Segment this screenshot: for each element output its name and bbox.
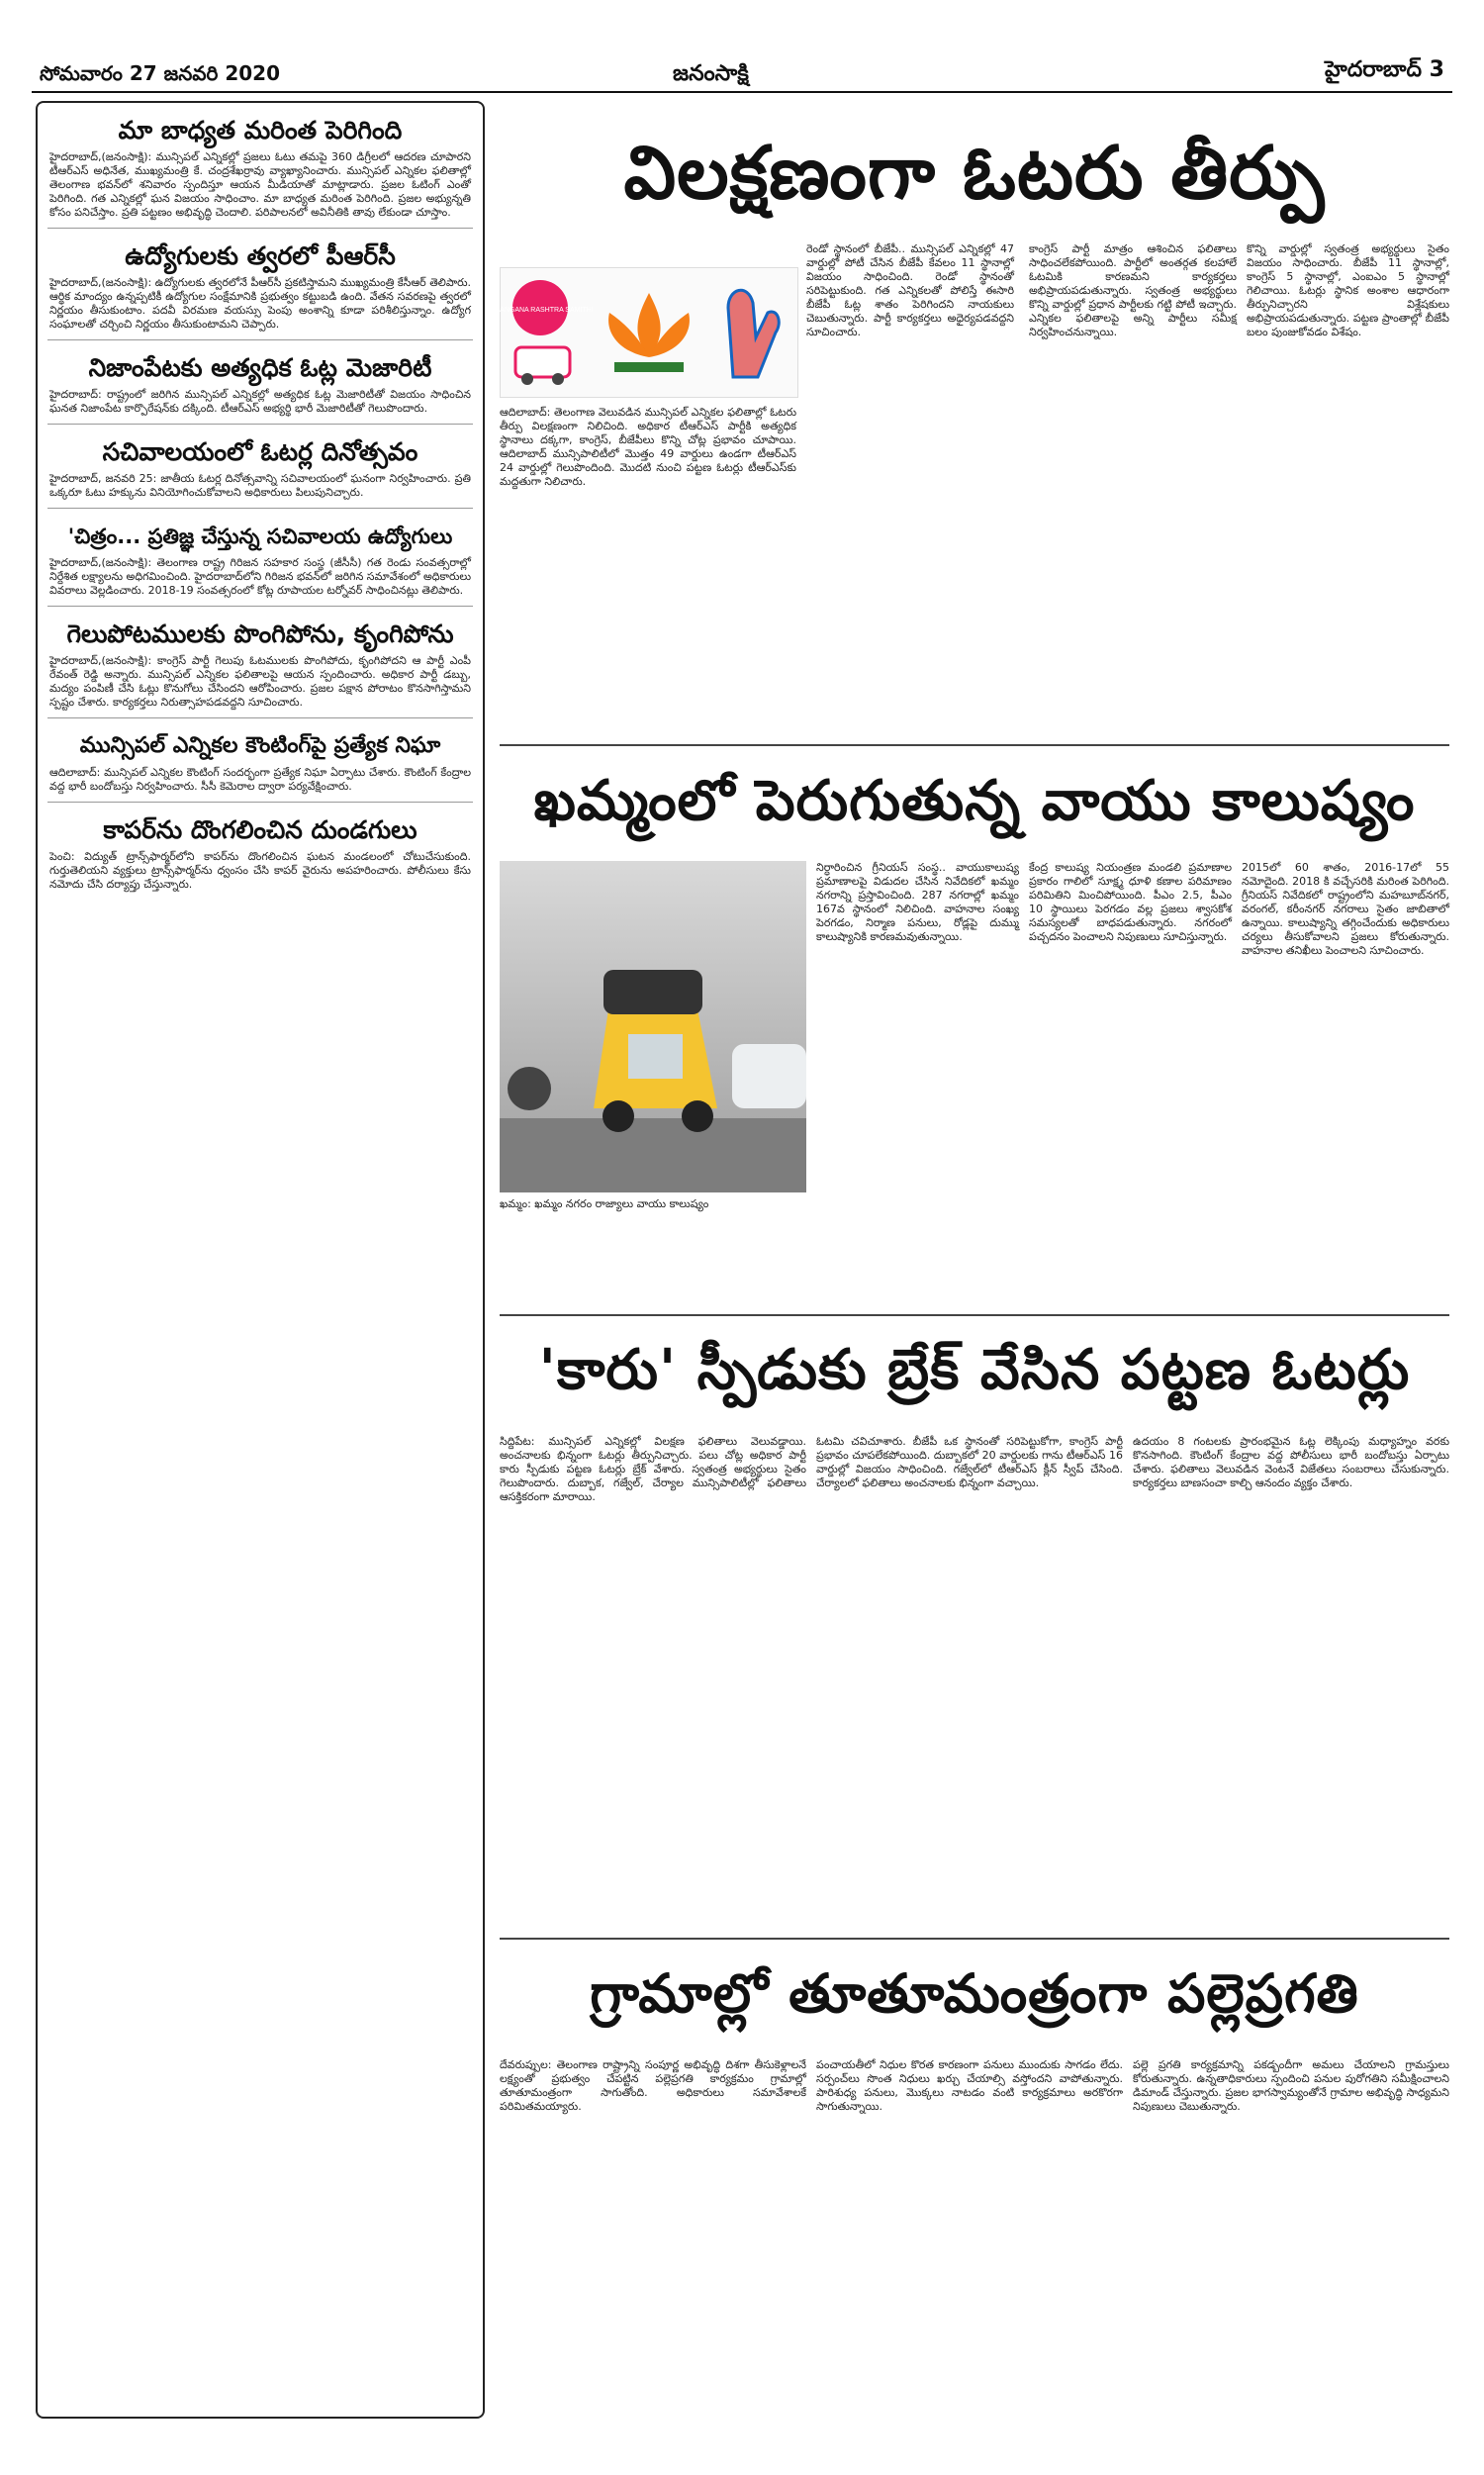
sidebar-body: హైదరాబాద్, జనవరి 25: జాతీయ ఓటర్ల దినోత్సవాన్ని సచివాలయంలో ఘనంగా నిర్వహించారు. ప్రతి ఒక్కరూ ఓటు హక్కును వినియోగించుకోవాలని అధికారులు పిలుపునిచ్చారు. <box>49 472 471 499</box>
sidebar-headline: సచివాలయంలో ఓటర్ల దినోత్సవం <box>102 437 418 466</box>
story4-col-2: పంచాయతీలో నిధుల కొరత కారణంగా పనులు ముందుకు సాగడం లేదు. సర్పంచ్‌లు సొంత నిధులు ఖర్చు చేయాల్సి వస్తోందని వాపోతున్నారు. పారిశుధ్య పనులు, మొక్కలు నాటడం వంటి కార్యక్రమాలు అరకొరగా సాగుతున్నాయి. <box>816 2058 1123 2113</box>
sidebar-story-3 <box>38 340 483 418</box>
sidebar-story-8 <box>38 803 483 894</box>
story1-col-2: రెండో స్థానంలో బీజేపీ.. మున్సిపల్ ఎన్నికల్లో 47 వార్డుల్లో పోటీ చేసిన బీజేపీ కేవలం 11 స్థానాల్లో విజయం సాధించింది. రెండో స్థానంతో సరిపెట్టుకుంది. గత ఎన్నికలతో పోలిస్తే ఈసారి బీజేపీ ఓట్ల శాతం పెరిగిందని నాయకులు చెబుతున్నారు. పార్టీ కార్యకర్తలు అధైర్యపడవద్దని సూచించారు. <box>806 242 1014 338</box>
story1-col-3: కాంగ్రెస్ పార్టీ మాత్రం ఆశించిన ఫలితాలు సాధించలేకపోయింది. పార్టీలో అంతర్గత కలహాలే ఓటమికి కారణమని కార్యకర్తలు అభిప్రాయపడుతున్నారు. స్వతంత్ర అభ్యర్థులు కొన్ని వార్డుల్లో ప్రధాన పార్టీలకు గట్టి పోటీ ఇచ్చారు. ఎన్నికల ఫలితాలపై అన్ని పార్టీలు సమీక్ష నిర్వహించనున్నాయి. <box>1029 242 1237 338</box>
sidebar-headline: నిజాంపేటకు అత్యధిక ఓట్ల మెజారిటీ <box>88 353 432 382</box>
sidebar-body: పెంచి: విద్యుత్ ట్రాన్స్‌ఫార్మర్‌లోని కాపర్‌ను దొంగలించిన ఘటన మండలంలో చోటుచేసుకుంది. గుర్తుతెలియని వ్యక్తులు ట్రాన్స్‌ఫార్మర్‌ను ధ్వంసం చేసి కాపర్ వైరును అపహరించారు. పోలీసులు కేసు నమోదు చేసి దర్యాప్తు చేస్తున్నారు. <box>49 850 471 891</box>
story2-col-2: కేంద్ర కాలుష్య నియంత్రణ మండలి ప్రమాణాల ప్రకారం గాలిలో సూక్ష్మ ధూళి కణాల పరిమాణం పరిమితిని మించిపోయింది. పీఎం 2.5, పీఎం 10 స్థాయిలు పెరగడం వల్ల ప్రజలు శ్వాసకోశ సమస్యలతో బాధపడుతున్నారు. నగరంలో పచ్చదనం పెంచాలని నిపుణులు సూచిస్తున్నారు. <box>1029 861 1232 943</box>
sidebar-story-1 <box>38 103 483 222</box>
masthead-city: హైదరాబాద్ 3 <box>1325 57 1444 82</box>
story2-col-3: 2015లో 60 శాతం, 2016-17లో 55 నమోదైంది. 2018 కి వచ్చేసరికి మరింత పెరిగింది. గ్రీనియస్ నివేదికలో రాష్ట్రంలోని మహబూబ్‌నగర్, వరంగల్, కరీంనగర్ నగరాలు సైతం జాబితాలో ఉన్నాయి. కాలుష్యాన్ని తగ్గించేందుకు అధికారులు చర్యలు తీసుకోవాలని ప్రజలు కోరుతున్నారు. వాహనాల తనిఖీలు పెంచాలని సూచించారు. <box>1242 861 1449 957</box>
sidebar-headline: మున్సిపల్ ఎన్నికల కౌంటింగ్‌పై ప్రత్యేక నిఘా <box>79 733 441 758</box>
sidebar-body: ఆదిలాబాద్: మున్సిపల్ ఎన్నికల కౌంటింగ్ సందర్భంగా ప్రత్యేక నిఘా ఏర్పాటు చేశారు. కౌంటింగ్ కేంద్రాల వద్ద భారీ బందోబస్తు నిర్వహించారు. సీసీ కెమెరాల ద్వారా పర్యవేక్షించారు. <box>49 766 471 793</box>
divider <box>500 1314 1449 1316</box>
masthead-logo: జనంసాక్షి <box>673 61 749 86</box>
photo-caption: ఖమ్మం: ఖమ్మం నగరం రాజ్యాలు వాయు కాలుష్యం <box>500 1197 709 1210</box>
headline-story-3: 'కారు' స్పీడుకు బ్రేక్ వేసిన పట్టణ ఓటర్లు <box>538 1338 1411 1402</box>
story4-col-3: పల్లె ప్రగతి కార్యక్రమాన్ని పకడ్బందీగా అమలు చేయాలని గ్రామస్తులు కోరుతున్నారు. ఉన్నతాధికారులు స్పందించి పనుల పురోగతిని సమీక్షించాలని డిమాండ్ చేస్తున్నారు. ప్రజల భాగస్వామ్యంతోనే గ్రామాల అభివృద్ధి సాధ్యమని నిపుణులు చెబుతున్నారు. <box>1133 2058 1449 2113</box>
story1-col-4: కొన్ని వార్డుల్లో స్వతంత్ర అభ్యర్థులు సైతం విజయం సాధించారు. బీజేపీ 11 స్థానాల్లో, కాంగ్రెస్ 5 స్థానాల్లో, ఎంఐఎం 5 స్థానాల్లో గెలిచాయి. ఓటర్లు స్థానిక అంశాల ఆధారంగా తీర్పునిచ్చారని విశ్లేషకులు అభిప్రాయపడుతున్నారు. పట్టణ ప్రాంతాల్లో బీజేపీ బలం పుంజుకోవడం విశేషం. <box>1247 242 1449 338</box>
masthead-rule <box>32 91 1452 93</box>
story3-col-3: ఉదయం 8 గంటలకు ప్రారంభమైన ఓట్ల లెక్కింపు మధ్యాహ్నం వరకు కొనసాగింది. కౌంటింగ్ కేంద్రాల వద్ద పోలీసులు భారీ బందోబస్తు ఏర్పాటు చేశారు. ఫలితాలు వెలువడిన వెంటనే విజేతలు సంబరాలు చేసుకున్నారు. కార్యకర్తలు బాణసంచా కాల్చి ఆనందం వ్యక్తం చేశారు. <box>1133 1435 1449 1489</box>
sidebar-body: హైదరాబాద్,(జనంసాక్షి): కాంగ్రెస్ పార్టీ గెలుపు ఓటములకు పొంగిపోదు, కృంగిపోదని ఆ పార్టీ ఎంపీ రేవంత్ రెడ్డి అన్నారు. మున్సిపల్ ఎన్నికల ఫలితాలపై ఆయన స్పందించారు. అధికార పార్టీ డబ్బు, మద్యం పంపిణీ చేసి ఓట్లు కొనుగోలు చేసిందని ఆరోపించారు. ప్రజల పక్షాన పోరాటం కొనసాగిస్తామని స్పష్టం చేశారు. కార్యకర్తలు నిరుత్సాహపడవద్దని సూచించారు. <box>49 654 471 709</box>
party-symbols-photo <box>487 267 798 398</box>
masthead-date: సోమవారం 27 జనవరి 2020 <box>40 61 280 85</box>
sidebar-story-4 <box>38 425 483 502</box>
sidebar-body: హైదరాబాద్: రాష్ట్రంలో జరిగిన మున్సిపల్ ఎన్నికల్లో అత్యధిక ఓట్ల మెజారిటీతో విజయం సాధించిన ఘనత నిజాంపేట కార్పొరేషన్‌కు దక్కింది. టీఆర్ఎస్ అభ్యర్థి భారీ మెజారిటీతో గెలుపొందారు. <box>49 388 471 415</box>
headline-story-2: ఖమ్మంలో పెరుగుతున్న వాయు కాలుష్యం <box>533 769 1416 833</box>
sidebar-body: హైదరాబాద్,(జనంసాక్షి): తెలంగాణ రాష్ట్ర గిరిజన సహకార సంస్థ (జీసీసీ) గత రెండు సంవత్సరాల్లో నిర్దేశిత లక్ష్యాలను అధిగమించింది. హైదరాబాద్‌లోని గిరిజన భవన్‌లో జరిగిన సమావేశంలో అధికారులు వివరాలు వెల్లడించారు. 2018-19 సంవత్సరంలో కోట్ల రూపాయల టర్నోవర్ సాధించినట్లు తెలిపారు. <box>49 556 471 597</box>
sidebar-story-5 <box>38 509 483 600</box>
story3-col-1: సిద్దిపేట: మున్సిపల్ ఎన్నికల్లో విలక్షణ ఫలితాలు వెలువడ్డాయి. అంచనాలకు భిన్నంగా ఓటర్లు తీర్పునిచ్చారు. పలు చోట్ల అధికార పార్టీ కారు స్పీడుకు పట్టణ ఓటర్లు బ్రేక్ వేశారు. స్వతంత్ర అభ్యర్థులు సైతం గెలుపొందారు. దుబ్బాక, గజ్వేల్, చేర్యాల మున్సిపాలిటీల్లో ఫలితాలు ఆసక్తికరంగా మారాయి. <box>500 1435 806 1503</box>
pollution-photo <box>500 861 806 1192</box>
divider <box>500 1938 1449 1940</box>
story1-col-1: ఆదిలాబాద్: తెలంగాణ వెలువడిన మున్సిపల్ ఎన్నికల ఫలితాల్లో ఓటరు తీర్పు విలక్షణంగా నిలిచింది. అధికార టీఆర్ఎస్ పార్టీకి అత్యధిక స్థానాలు దక్కగా, కాంగ్రెస్, బీజేపీలు కొన్ని చోట్ల ప్రభావం చూపాయి. ఆదిలాబాద్ మున్సిపాలిటీలో మొత్తం 49 వార్డులు ఉండగా టీఆర్ఎస్ 24 వార్డుల్లో గెలుపొందింది. మొదటి నుంచి పట్టణ ఓటర్లు టీఆర్ఎస్‌కు మద్దతుగా నిలిచారు. <box>500 406 796 488</box>
sidebar-headline: మా బాధ్యత మరింత పెరిగింది <box>118 116 403 144</box>
story2-col-1: నిర్ధారించిన గ్రీనియస్ సంస్థ.. వాయుకాలుష్య ప్రమాణాలపై విడుదల చేసిన నివేదికలో ఖమ్మం నగరాన్ని ప్రస్తావించింది. 287 నగరాల్లో ఖమ్మం 167వ స్థానంలో నిలిచింది. వాహనాల సంఖ్య పెరగడం, నిర్మాణ పనులు, రోడ్లపై దుమ్ము కాలుష్యానికి కారణమవుతున్నాయి. <box>816 861 1019 943</box>
ad-label: TELANGANA RASHTRA SAMITHI <box>487 307 594 314</box>
sidebar-headline: గెలుపోటములకు పొంగిపోను, కృంగిపోను <box>66 619 454 648</box>
sidebar-headline: 'చిత్రం... ప్రతిజ్ఞ చేస్తున్న సచివాలయ ఉద్యోగులు <box>67 524 453 548</box>
sidebar-story-2 <box>38 229 483 333</box>
auto-rickshaw-image <box>500 861 806 1192</box>
party-symbols-icon <box>487 268 797 397</box>
sidebar-story-6 <box>38 607 483 712</box>
sidebar-news-column <box>36 101 485 2419</box>
headline-story-1: విలక్షణంగా ఓటరు తీర్పు <box>623 131 1326 216</box>
sidebar-headline: కాపర్‌ను దొంగలించిన దుండగులు <box>103 815 417 844</box>
headline-story-4: గ్రామాల్లో తూతూమంత్రంగా పల్లెప్రగతి <box>590 1962 1359 2025</box>
sidebar-body: హైదరాబాద్,(జనంసాక్షి): మున్సిపల్ ఎన్నికల్లో ప్రజలు ఓటు తమపై 360 డిగ్రీలలో ఆదరణ చూపారని టీఆర్ఎస్ అధినేత, ముఖ్యమంత్రి కే. చంద్రశేఖర్రావు వ్యాఖ్యానించారు. మున్సిపల్ ఎన్నికల ఫలితాల్లో తెలంగాణ భవన్‌లో శనివారం స్పందిస్తూ ఆయన మీడియాతో మాట్లాడారు. ప్రజల ఓటింగ్ ఎంతో పెరిగింది. గత ఎన్నికల్లో ఘన విజయం సాధించాం. మా బాధ్యత మరింత పెరిగింది. ప్రజల అభ్యున్నతి కోసం పనిచేస్తాం. ప్రతి పట్టణం అభివృద్ధి చెందాలి. పరిపాలనలో అవినీతికి తావు లేకుండా చూస్తాం. <box>49 150 471 219</box>
story3-col-2: ఓటమి చవిచూశారు. బీజేపీ ఒక స్థానంతో సరిపెట్టుకోగా, కాంగ్రెస్ పార్టీ ప్రభావం చూపలేకపోయింది. దుబ్బాకలో 20 వార్డులకు గాను టీఆర్ఎస్ 16 వార్డుల్లో విజయం సాధించింది. గజ్వేల్‌లో టీఆర్ఎస్ క్లీన్ స్వీప్ చేసింది. చేర్యాలలో ఫలితాలు అంచనాలకు భిన్నంగా వచ్చాయి. <box>816 1435 1123 1489</box>
divider <box>500 744 1449 746</box>
sidebar-story-7 <box>38 718 483 796</box>
sidebar-headline: ఉద్యోగులకు త్వరలో పీఆర్‌సీ <box>125 241 396 270</box>
story4-col-1: దేవరుప్పుల: తెలంగాణ రాష్ట్రాన్ని సంపూర్ణ అభివృద్ధి దిశగా తీసుకెళ్లాలనే లక్ష్యంతో ప్రభుత్వం చేపట్టిన పల్లెప్రగతి కార్యక్రమం గ్రామాల్లో తూతూమంత్రంగా సాగుతోంది. అధికారులు సమావేశాలకే పరిమితమయ్యారు. <box>500 2058 806 2113</box>
sidebar-body: హైదరాబాద్,(జనంసాక్షి): ఉద్యోగులకు త్వరలోనే పీఆర్‌సీ ప్రకటిస్తామని ముఖ్యమంత్రి కేసీఆర్ తెలిపారు. ఆర్థిక మాంద్యం ఉన్నప్పటికీ ఉద్యోగుల సంక్షేమానికి ప్రభుత్వం కట్టుబడి ఉంది. వేతన సవరణపై త్వరలో నిర్ణయం తీసుకుంటాం. పదవీ విరమణ వయస్సు పెంపు అంశాన్ని కూడా పరిశీలిస్తున్నాం. ఉద్యోగ సంఘాలతో చర్చించి నిర్ణయం తీసుకుంటామని చెప్పారు. <box>49 276 471 331</box>
